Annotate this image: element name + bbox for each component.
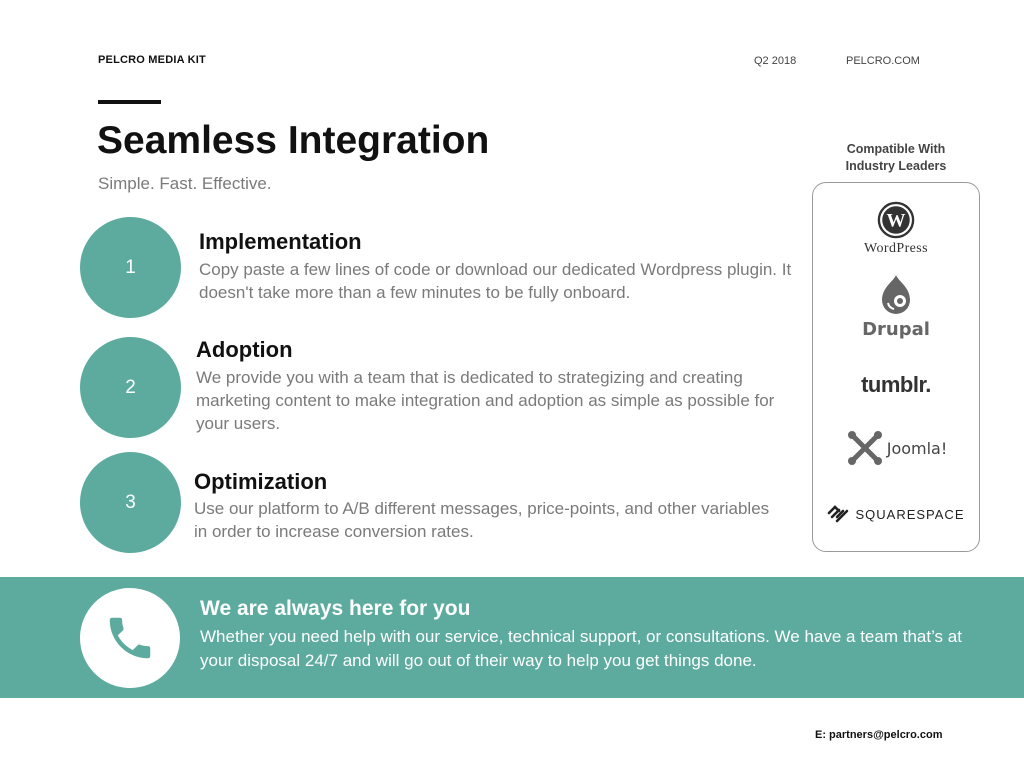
site-label: PELCRO.COM bbox=[846, 55, 920, 67]
step-2-title: Adoption bbox=[196, 337, 293, 362]
support-title: We are always here for you bbox=[200, 597, 471, 620]
squarespace-icon bbox=[827, 505, 849, 523]
svg-text:W: W bbox=[886, 210, 906, 232]
step-1-description: Copy paste a few lines of code or download our dedicated Wordpress plugin. It doesn't take more than a few minutes to be fully onboard. bbox=[199, 260, 792, 302]
joomla-logo bbox=[813, 423, 979, 473]
drupal-logo bbox=[813, 271, 979, 341]
compatibility-logo-box bbox=[812, 182, 980, 552]
wordpress-icon bbox=[877, 201, 915, 239]
step-1-title: Implementation bbox=[199, 229, 362, 254]
phone-icon bbox=[103, 611, 157, 665]
title-rule bbox=[98, 100, 161, 104]
contact-email: E: partners@pelcro.com bbox=[815, 729, 943, 741]
support-description: Whether you need help with our service, technical support, or consultations. We have a team that’s at your disposal 24/7 and will go out of their way to help you get things done. bbox=[200, 627, 962, 670]
step-2-circle bbox=[80, 337, 181, 438]
drupal-icon bbox=[876, 273, 916, 317]
wordpress-wordmark: WordPress bbox=[864, 241, 928, 256]
squarespace-wordmark: SQUARESPACE bbox=[855, 506, 965, 522]
step-3-circle bbox=[80, 452, 181, 553]
compatibility-heading: Compatible With Industry Leaders bbox=[845, 142, 947, 173]
kit-label: PELCRO MEDIA KIT bbox=[98, 54, 206, 66]
wordpress-logo bbox=[813, 199, 979, 259]
step-3-description: Use our platform to A/B different messages, price-points, and other variables in order to increase conversion rates. bbox=[194, 499, 770, 541]
drupal-wordmark: Drupal bbox=[862, 318, 930, 340]
title-bold: Integration bbox=[287, 119, 490, 162]
support-banner bbox=[0, 577, 1024, 698]
step-3-number: 3 bbox=[125, 491, 136, 513]
squarespace-logo bbox=[813, 499, 979, 529]
step-2-description: We provide you with a team that is dedicated to strategizing and creating marketing content to make integration and adoption as simple as possible for your users. bbox=[196, 368, 775, 433]
joomla-icon bbox=[845, 428, 885, 468]
tumblr-logo bbox=[813, 365, 979, 405]
step-1-number: 1 bbox=[125, 256, 136, 278]
step-3-title: Optimization bbox=[194, 469, 328, 494]
phone-badge bbox=[80, 588, 180, 688]
title-light: Seamless bbox=[97, 119, 277, 162]
joomla-wordmark: Joomla! bbox=[886, 438, 948, 458]
step-2-number: 2 bbox=[125, 376, 136, 398]
step-1-circle bbox=[80, 217, 181, 318]
quarter-label: Q2 2018 bbox=[754, 55, 797, 67]
page-subtitle: Simple. Fast. Effective. bbox=[98, 174, 272, 193]
page-title bbox=[97, 118, 489, 164]
tumblr-wordmark: tumblr. bbox=[861, 372, 931, 397]
